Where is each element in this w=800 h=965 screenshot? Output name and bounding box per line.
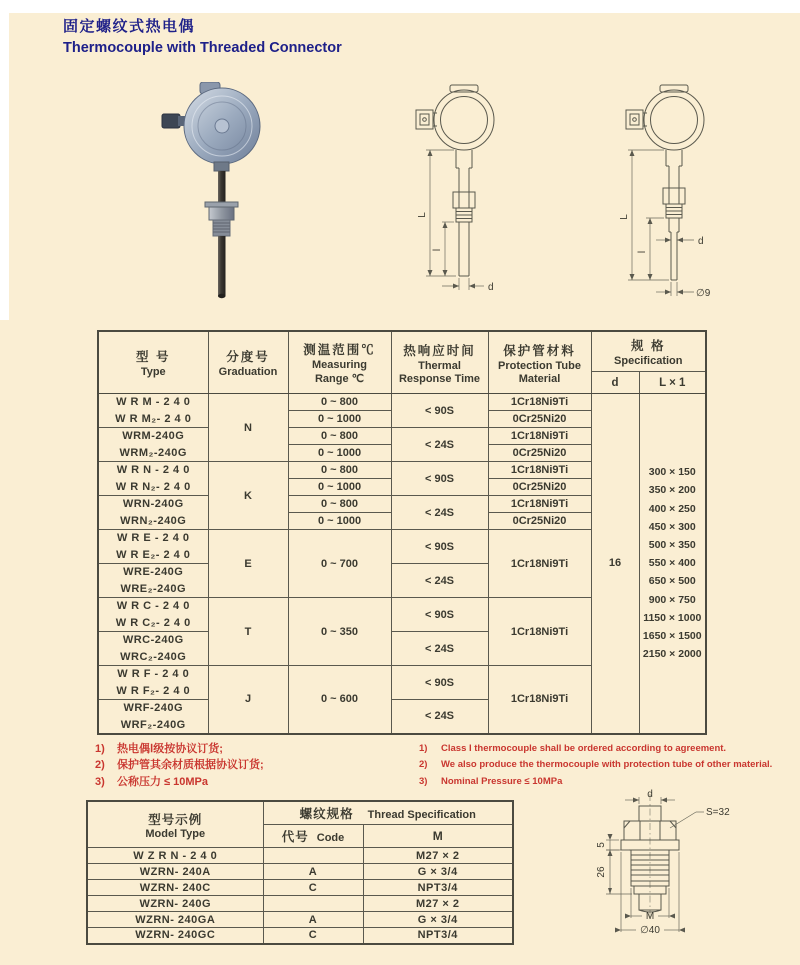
cell-thread: NPT3/4 bbox=[363, 880, 513, 896]
col-header-type: 型 号 Type bbox=[98, 331, 208, 394]
page-margin-top bbox=[0, 0, 800, 13]
dim-label-26: 26 bbox=[596, 866, 607, 878]
cell-model: WRE-240G bbox=[98, 564, 208, 581]
dim-label-5: 5 bbox=[596, 842, 607, 848]
cell-range: 0 ~ 350 bbox=[288, 598, 391, 666]
dim-label-dia40: ∅40 bbox=[640, 925, 660, 936]
cell-model: WRN₂-240G bbox=[98, 513, 208, 530]
spec-size: 300 × 150 bbox=[648, 466, 696, 479]
spec-size: 550 × 400 bbox=[648, 557, 696, 570]
cell-model: WRE₂-240G bbox=[98, 581, 208, 598]
dim-label-L: L bbox=[417, 212, 428, 218]
cell-model: W R M - 2 4 0 bbox=[98, 394, 208, 411]
col-header-lx1: L × 1 bbox=[639, 372, 706, 394]
cell-range: 0 ~ 800 bbox=[288, 394, 391, 411]
cell-sizes bbox=[639, 394, 706, 734]
dim-label-L: L bbox=[619, 214, 630, 220]
cell-model: W R N - 2 4 0 bbox=[98, 462, 208, 479]
cell-response: < 24S bbox=[391, 700, 488, 734]
cell-range: 0 ~ 800 bbox=[288, 496, 391, 513]
drawing-straight-tube bbox=[388, 80, 533, 305]
note-line: 3) 公称压力 ≤ 10MPa bbox=[95, 775, 209, 788]
spec-size: 2150 × 2000 bbox=[642, 648, 702, 661]
cell-range: 0 ~ 1000 bbox=[288, 479, 391, 496]
cell-material: 1Cr18Ni9Ti bbox=[488, 598, 591, 666]
col-header-model-type: 型号示例 Model Type bbox=[87, 801, 263, 848]
cell-model: W R F - 2 4 0 bbox=[98, 666, 208, 683]
page-title bbox=[63, 15, 342, 56]
cell-material: 0Cr25Ni20 bbox=[488, 445, 591, 462]
cell-material: 1Cr18Ni9Ti bbox=[488, 428, 591, 445]
dim-label-d: d bbox=[647, 789, 653, 800]
cell-code: C bbox=[263, 880, 363, 896]
cell-model: W R E₂- 2 4 0 bbox=[98, 547, 208, 564]
table-row bbox=[87, 928, 513, 944]
drawing-threaded-connector bbox=[570, 788, 755, 956]
dim-label-d: d bbox=[488, 282, 494, 293]
dim-label-l: l bbox=[637, 250, 648, 254]
cell-model: WRC₂-240G bbox=[98, 649, 208, 666]
cell-material: 1Cr18Ni9Ti bbox=[488, 462, 591, 479]
spec-size: 500 × 350 bbox=[648, 538, 696, 551]
cell-material: 1Cr18Ni9Ti bbox=[488, 394, 591, 411]
cell-model-type: WZRN- 240GC bbox=[87, 928, 263, 944]
col-header-range: 测温范围℃ Measuring Range ℃ bbox=[288, 331, 391, 394]
thermocouple-spec-table bbox=[97, 330, 707, 735]
cell-graduation: N bbox=[208, 394, 288, 462]
cell-code: A bbox=[263, 912, 363, 928]
col-header-material: 保护管材料 Protection Tube Material bbox=[488, 331, 591, 394]
spec-size: 900 × 750 bbox=[648, 593, 696, 606]
cell-material: 0Cr25Ni20 bbox=[488, 513, 591, 530]
cell-diameter: 16 bbox=[591, 394, 639, 734]
cell-model: WRF-240G bbox=[98, 700, 208, 717]
col-header-thread-spec: 螺纹规格 Thread Specification bbox=[263, 801, 513, 825]
cell-material: 1Cr18Ni9Ti bbox=[488, 666, 591, 734]
cell-range: 0 ~ 1000 bbox=[288, 411, 391, 428]
cell-thread: M27 × 2 bbox=[363, 896, 513, 912]
cell-code bbox=[263, 896, 363, 912]
note-line: 2) 保护管其余材质根据协议订货; bbox=[95, 759, 264, 772]
model-thread-table bbox=[86, 800, 514, 945]
cell-graduation: T bbox=[208, 598, 288, 666]
cell-response: < 24S bbox=[391, 632, 488, 666]
col-header-graduation: 分度号 Graduation bbox=[208, 331, 288, 394]
cell-range: 0 ~ 1000 bbox=[288, 513, 391, 530]
col-header-d: d bbox=[591, 372, 639, 394]
table-row bbox=[87, 912, 513, 928]
col-header-response: 热响应时间 Thermal Response Time bbox=[391, 331, 488, 394]
notes-en bbox=[419, 741, 773, 790]
page-margin-left bbox=[0, 0, 9, 320]
table-row bbox=[87, 864, 513, 880]
cell-model: WRN-240G bbox=[98, 496, 208, 513]
cell-range: 0 ~ 1000 bbox=[288, 445, 391, 462]
drawing-stepped-tube bbox=[596, 80, 746, 305]
page-title-en: Thermocouple with Threaded Connector bbox=[63, 40, 342, 56]
cell-range: 0 ~ 800 bbox=[288, 428, 391, 445]
dim-label-dia9: ∅9 bbox=[696, 288, 711, 299]
cell-code bbox=[263, 848, 363, 864]
page-title-zh: 固定螺纹式热电偶 bbox=[63, 18, 196, 35]
cell-model: W R C₂- 2 4 0 bbox=[98, 615, 208, 632]
dim-label-l: l bbox=[432, 248, 443, 252]
cell-response: < 90S bbox=[391, 394, 488, 428]
spec-size: 400 × 250 bbox=[648, 502, 696, 515]
table-row bbox=[87, 848, 513, 864]
spec-size: 1150 × 1000 bbox=[643, 611, 702, 624]
cell-graduation: K bbox=[208, 462, 288, 530]
spec-size: 650 × 500 bbox=[648, 575, 696, 588]
cell-material: 0Cr25Ni20 bbox=[488, 411, 591, 428]
col-header-m: M bbox=[363, 825, 513, 848]
cell-response: < 90S bbox=[391, 598, 488, 632]
cell-thread: G × 3/4 bbox=[363, 912, 513, 928]
cell-model: W R E - 2 4 0 bbox=[98, 530, 208, 547]
cell-code: C bbox=[263, 928, 363, 944]
cell-thread: NPT3/4 bbox=[363, 928, 513, 944]
note-line: 1) Class I thermocouple shall be ordered according to agreement. bbox=[419, 743, 727, 754]
thermocouple-photo bbox=[158, 82, 288, 304]
cell-response: < 90S bbox=[391, 530, 488, 564]
note-line: 3) Nominal Pressure ≤ 10MPa bbox=[419, 775, 563, 787]
cell-material: 1Cr18Ni9Ti bbox=[488, 496, 591, 513]
cell-model: W R C - 2 4 0 bbox=[98, 598, 208, 615]
cell-material: 0Cr25Ni20 bbox=[488, 479, 591, 496]
cell-thread: M27 × 2 bbox=[363, 848, 513, 864]
cell-graduation: E bbox=[208, 530, 288, 598]
cell-model-type: WZRN- 240G bbox=[87, 896, 263, 912]
cell-range: 0 ~ 800 bbox=[288, 462, 391, 479]
table-row bbox=[98, 394, 706, 411]
col-header-specification: 规 格 Specification bbox=[591, 331, 706, 372]
cell-model-type: W Z R N - 2 4 0 bbox=[87, 848, 263, 864]
cell-model: W R M₂- 2 4 0 bbox=[98, 411, 208, 428]
cell-range: 0 ~ 700 bbox=[288, 530, 391, 598]
note-line: 1) 热电偶Ⅰ级按协议订货; bbox=[95, 743, 223, 755]
cell-model-type: WZRN- 240C bbox=[87, 880, 263, 896]
cell-response: < 24S bbox=[391, 496, 488, 530]
table-row bbox=[87, 880, 513, 896]
cell-model-type: WZRN- 240GA bbox=[87, 912, 263, 928]
spec-size: 350 × 200 bbox=[648, 484, 696, 497]
notes-cn bbox=[95, 741, 415, 790]
cell-model: WRF₂-240G bbox=[98, 717, 208, 734]
cell-graduation: J bbox=[208, 666, 288, 734]
col-header-code: 代号 Code bbox=[263, 825, 363, 848]
spec-size: 450 × 300 bbox=[648, 520, 696, 533]
cell-response: < 90S bbox=[391, 666, 488, 700]
cell-model: WRM-240G bbox=[98, 428, 208, 445]
cell-model: W R N₂- 2 4 0 bbox=[98, 479, 208, 496]
dim-label-s32: S=32 bbox=[706, 807, 730, 818]
cell-thread: G × 3/4 bbox=[363, 864, 513, 880]
cell-range: 0 ~ 600 bbox=[288, 666, 391, 734]
cell-model: W R F₂- 2 4 0 bbox=[98, 683, 208, 700]
cell-model-type: WZRN- 240A bbox=[87, 864, 263, 880]
dim-label-M: M bbox=[645, 911, 655, 922]
table-row bbox=[87, 896, 513, 912]
cell-response: < 90S bbox=[391, 462, 488, 496]
cell-response: < 24S bbox=[391, 428, 488, 462]
dim-label-d: d bbox=[698, 236, 704, 247]
cell-response: < 24S bbox=[391, 564, 488, 598]
note-line: 2) We also produce the thermocouple with protection tube of other material. bbox=[419, 759, 773, 771]
spec-size: 1650 × 1500 bbox=[642, 629, 702, 642]
cell-material: 1Cr18Ni9Ti bbox=[488, 530, 591, 598]
cell-model: WRM₂-240G bbox=[98, 445, 208, 462]
cell-code: A bbox=[263, 864, 363, 880]
cell-model: WRC-240G bbox=[98, 632, 208, 649]
